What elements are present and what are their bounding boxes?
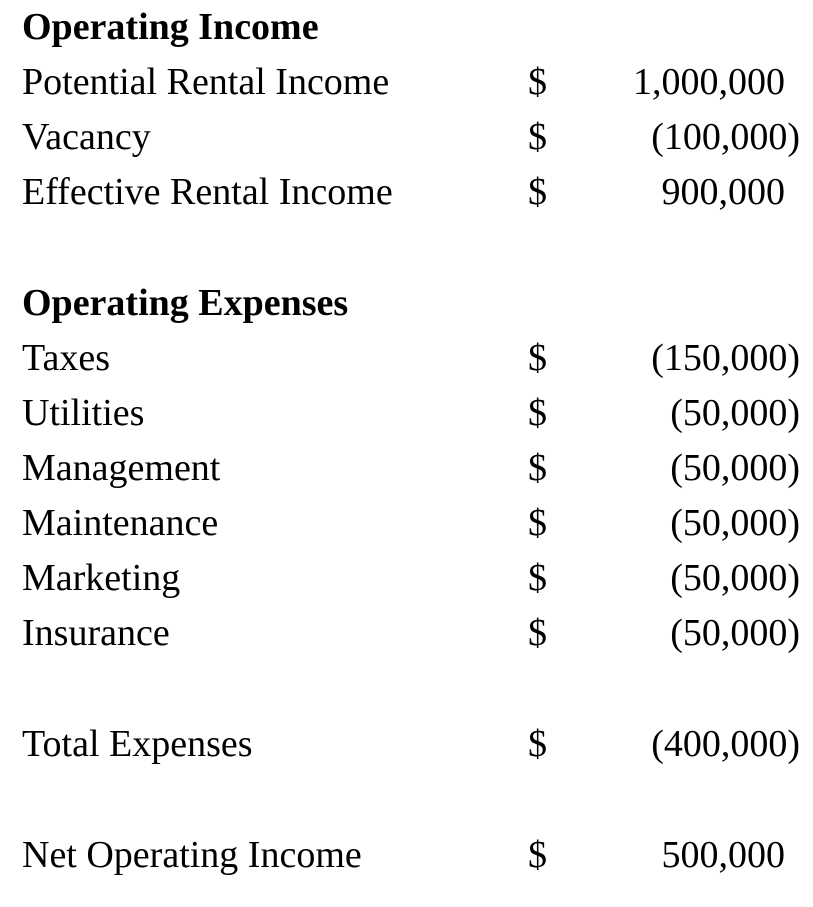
- row-amount: (50,000): [670, 392, 800, 434]
- section-heading: Operating Income: [22, 6, 319, 48]
- row-label: Insurance: [22, 612, 170, 654]
- operating-income-heading: [22, 0, 802, 55]
- currency-symbol: $: [528, 502, 547, 544]
- operating-expenses-heading: [22, 276, 802, 331]
- row-effective-rental-income: [22, 165, 802, 220]
- row-amount: (50,000): [670, 612, 800, 654]
- row-amount: 900,000: [661, 171, 785, 213]
- row-total-expenses: [22, 717, 802, 772]
- row-amount: (50,000): [670, 502, 800, 544]
- row-amount: (100,000): [651, 116, 800, 158]
- row-insurance: [22, 606, 802, 661]
- row-amount: (50,000): [670, 447, 800, 489]
- row-amount: (150,000): [651, 337, 800, 379]
- row-label: Marketing: [22, 557, 181, 599]
- income-statement: [22, 0, 802, 907]
- row-amount: (400,000): [651, 723, 800, 765]
- row-label: Utilities: [22, 392, 145, 434]
- currency-symbol: $: [528, 337, 547, 379]
- row-taxes: [22, 331, 802, 386]
- currency-symbol: $: [528, 612, 547, 654]
- currency-symbol: $: [528, 61, 547, 103]
- row-amount: (50,000): [670, 557, 800, 599]
- currency-symbol: $: [528, 834, 547, 876]
- row-label: Potential Rental Income: [22, 61, 390, 103]
- currency-symbol: $: [528, 723, 547, 765]
- row-utilities: [22, 386, 802, 441]
- row-amount: 1,000,000: [633, 61, 785, 103]
- currency-symbol: $: [528, 557, 547, 599]
- currency-symbol: $: [528, 171, 547, 213]
- row-label: Net Operating Income: [22, 834, 362, 876]
- row-label: Total Expenses: [22, 723, 253, 765]
- row-label: Effective Rental Income: [22, 171, 393, 213]
- row-net-operating-income: [22, 828, 802, 883]
- currency-symbol: $: [528, 447, 547, 489]
- row-label: Maintenance: [22, 502, 219, 544]
- section-heading: Operating Expenses: [22, 282, 349, 324]
- row-management: [22, 441, 802, 496]
- row-maintenance: [22, 496, 802, 551]
- currency-symbol: $: [528, 116, 547, 158]
- row-label: Taxes: [22, 337, 111, 379]
- currency-symbol: $: [528, 392, 547, 434]
- row-amount: 500,000: [661, 834, 785, 876]
- row-potential-rental-income: [22, 55, 802, 110]
- row-vacancy: [22, 110, 802, 165]
- row-label: Management: [22, 447, 221, 489]
- row-label: Vacancy: [22, 116, 151, 158]
- row-marketing: [22, 551, 802, 606]
